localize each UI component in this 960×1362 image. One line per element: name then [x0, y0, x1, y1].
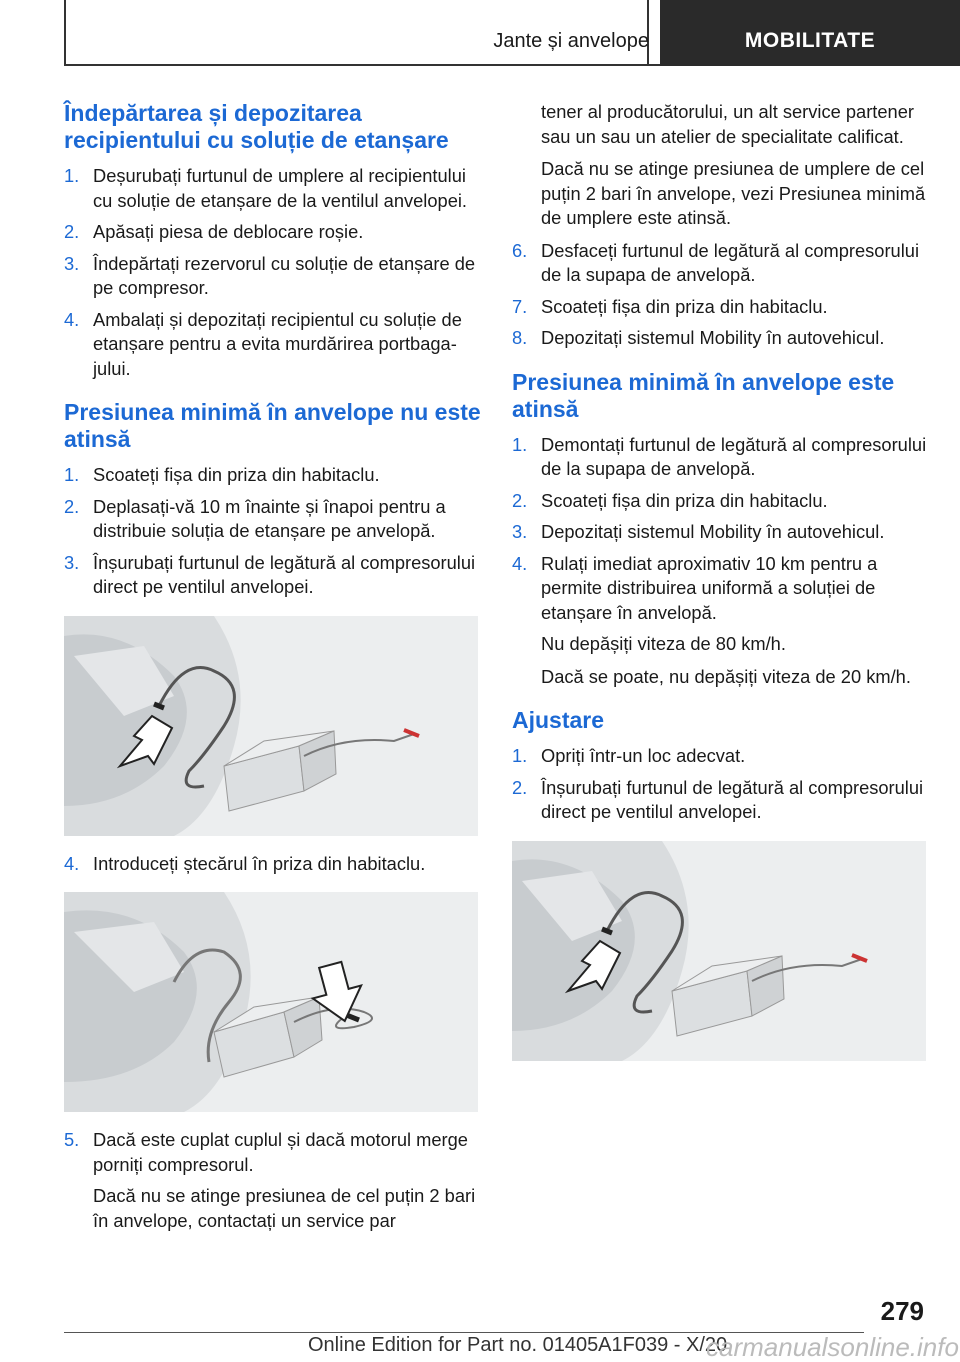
list-item: 4. Introduceți ștecărul în priza din habitaclu. — [64, 852, 426, 874]
left-column — [64, 100, 482, 1241]
header-rule-bottom — [64, 64, 660, 66]
list-item: 3. Înșurubați furtunul de legătură al compresorului direct pe ventilul anvelopei. — [64, 551, 476, 597]
page-number: 279 — [880, 1296, 924, 1326]
section-title-pressure-not-reached: Presiunea minimă în anvelope nu este atinsă — [64, 399, 481, 452]
step-list-pressure-reached — [512, 433, 930, 626]
list-item: 2. Deplasați-vă 10 m înainte și înapoi pentru a distribuie soluția de etanșare pe anvelopă. — [64, 495, 446, 541]
list-item: 1. Opriți într-un loc adecvat. — [512, 745, 746, 766]
header-chapter-tab: MOBILITATE — [660, 0, 960, 66]
section-title-remove-container: Îndepărtarea și depozitarea recipientului cu soluție de etanșare — [64, 100, 449, 153]
list-item: 7. Scoateți fișa din priza din habitaclu. — [512, 295, 828, 317]
section-title-pressure-reached: Presiunea minimă în anvelope este atinsă — [512, 368, 895, 422]
step-list-pressure-not-reached — [64, 463, 482, 600]
list-item: 1. Scoateți fișa din priza din habitaclu. — [64, 464, 380, 485]
list-item: 8. Depozitați sistemul Mobility în autovehicul. — [512, 327, 885, 348]
speed-note-80: Nu depășiți viteza de 80 km/h. — [541, 633, 786, 654]
right-column — [512, 100, 930, 1077]
list-item: 4. Ambalați și depozitați recipientul cu soluție de etanșare pentru a evita murdărirea portbagajului. — [64, 308, 462, 379]
list-item: 5. Dacă este cuplat cuplul și dacă motorul merge porniți compresorul. — [64, 1129, 468, 1175]
step-list-finish — [512, 239, 930, 351]
list-item: 3. Îndepărtați rezervorul cu soluție de etanșare de pe compresor. — [64, 252, 476, 298]
figure-compressor-plug — [64, 892, 478, 1112]
step-list-remove — [64, 164, 482, 381]
compressor-plug-illustration — [64, 892, 478, 1112]
list-item: 2. Scoateți fișa din priza din habitaclu. — [512, 489, 828, 511]
list-item: 1. Demontați furtunul de legătură al compresorului de la supapa de anvelopă. — [512, 433, 927, 479]
step-note: Dacă nu se atinge presiunea de cel puțin 2 bari în anvelope, contactați un service par — [93, 1185, 476, 1231]
figure-compressor-connected-adjust — [512, 841, 926, 1061]
speed-note-20: Dacă se poate, nu depășiți viteza de 20 km/h. — [541, 665, 911, 687]
step-list-adjust — [512, 744, 930, 825]
header-rule-left — [64, 0, 66, 66]
list-item: 1. Deșurubați furtunul de umplere al recipientului cu soluție de etanșare de la ventilul anvelopei. — [64, 165, 467, 211]
step-note-pressure: Dacă nu se atinge presiunea de umplere de cel puțin 2 bari în anvelope, vezi Presiunea minimă de umplere este atinsă. — [541, 158, 926, 228]
list-item: 6. Desfaceți furtunul de legătură al compresorului de la supapa de anvelopă. — [512, 239, 920, 285]
step-list-plug — [64, 852, 482, 877]
list-item: 3. Depozitați sistemul Mobility în autovehicul. — [512, 521, 885, 542]
step-list-start — [64, 1128, 482, 1177]
footer-watermark: carmanualsonline.info — [706, 1332, 959, 1362]
list-item: 2. Înșurubați furtunul de legătură al compresorului direct pe ventilul anvelopei. — [512, 776, 924, 822]
step-note-continued: tener al producătorului, un alt service partener sau un sau un atelier de specialitate calificat. — [541, 101, 914, 147]
section-title-adjust: Ajustare — [512, 707, 605, 733]
figure-compressor-connected — [64, 616, 478, 836]
list-item: 4. Rulați imediat aproximativ 10 km pentru a permite distribuirea uniformă a soluției de etanșare în anvelopă. — [512, 552, 878, 623]
header-section-title: Jante și anvelope — [493, 30, 649, 52]
compressor-connected-illustration — [512, 841, 926, 1061]
list-item: 2. Apăsați piesa de deblocare roșie. — [64, 221, 364, 242]
compressor-connected-illustration — [64, 616, 478, 836]
footer-edition: Online Edition for Part no. 01405A1F039 - X/20 — [308, 1334, 728, 1356]
